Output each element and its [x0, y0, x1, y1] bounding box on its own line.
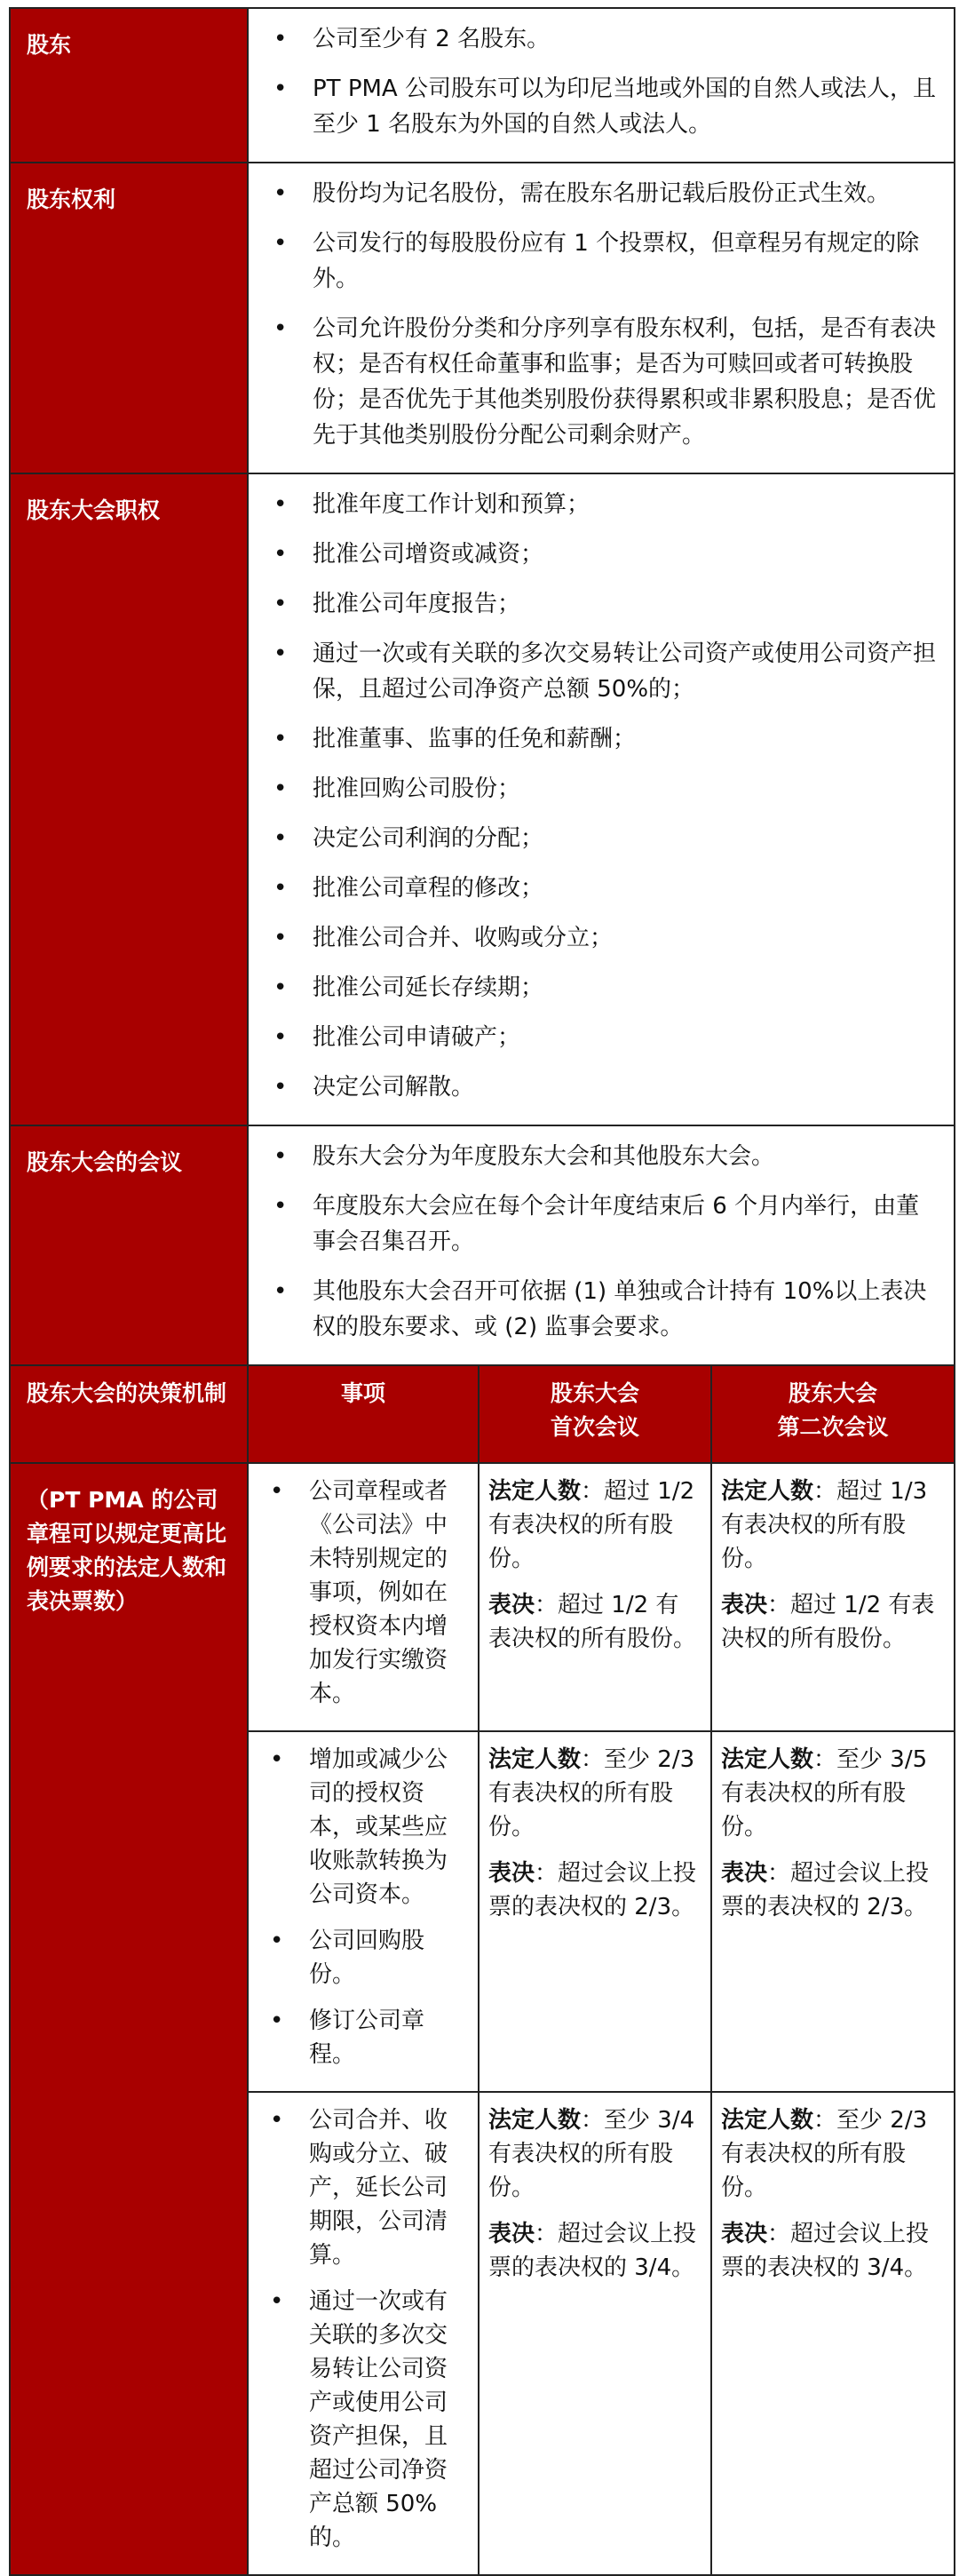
- vote-value: ：超过会议上投票的表决权的 3/4。: [488, 2221, 697, 2281]
- vote-label: 表决: [488, 1592, 535, 1618]
- vote-label: 表决: [721, 1860, 768, 1887]
- rights-row: [10, 163, 955, 473]
- list-item: • 决定公司利润的分配；: [249, 821, 939, 856]
- list-item: • 批准公司申请破产；: [249, 1020, 939, 1055]
- vote-value: ：超过 1/2 有表决权的所有股份。: [721, 1592, 935, 1652]
- vote-text: [488, 2217, 701, 2285]
- matters-cell: [248, 1731, 479, 2092]
- shareholders-row: [10, 8, 955, 163]
- vote-value: ：超过会议上投票的表决权的 2/3。: [721, 1860, 930, 1920]
- vote-value: ：超过会议上投票的表决权的 2/3。: [488, 1860, 697, 1920]
- quorum-label: 法定人数: [721, 1478, 814, 1505]
- list-item: • 批准公司章程的修改；: [249, 871, 939, 906]
- list-item: • 批准公司延长存续期；: [249, 970, 939, 1006]
- vote-label: 表决: [488, 1860, 535, 1887]
- list-item: • 股东大会分为年度股东大会和其他股东大会。: [249, 1139, 939, 1174]
- vote-label: 表决: [721, 2221, 768, 2247]
- powers-content: [248, 473, 955, 1125]
- list-item: • 决定公司解散。: [249, 1069, 939, 1105]
- company-law-table: [9, 7, 955, 2576]
- shareholders-content: [248, 8, 955, 163]
- list-item: • 通过一次或有关联的多次交易转让公司资产或使用公司资产担保，且超过公司净资产总额 50%的。: [258, 2285, 469, 2555]
- rights-content: [248, 163, 955, 473]
- first-meeting-header: 股东大会 首次会议: [479, 1365, 711, 1463]
- quorum-text: [721, 1475, 945, 1576]
- quorum-value: ：超过 1/2 有表决权的所有股份。: [488, 1478, 695, 1572]
- vote-value: ：超过会议上投票的表决权的 3/4。: [721, 2221, 930, 2281]
- vote-label: 表决: [488, 2221, 535, 2247]
- first-meeting-cell: [479, 1731, 711, 2092]
- list-item: • 年度股东大会应在每个会计年度结束后 6 个月内举行，由董事会召集召开。: [249, 1189, 939, 1260]
- second-meeting-cell: [711, 1731, 955, 2092]
- quorum-value: ：超过 1/3 有表决权的所有股份。: [721, 1478, 928, 1572]
- list-item: • 批准公司年度报告；: [249, 586, 939, 622]
- matters-cell: [248, 2092, 479, 2575]
- decision-label: 股东大会的决策机制: [10, 1365, 248, 1463]
- quorum-value: ：至少 3/4 有表决权的所有股份。: [488, 2107, 695, 2201]
- decision-row: [10, 1463, 955, 1731]
- meetings-row: [10, 1125, 955, 1365]
- powers-label: 股东大会职权: [10, 473, 248, 1125]
- list-item: • 公司允许股份分类和分序列享有股东权利，包括，是否有表决权；是否有权任命董事和监事；是否为可赎回或者可转换股份；是否优先于其他类别股份获得累积或非累积股息；是否优先于其他类别股份分配公司剩余财产。: [249, 311, 939, 453]
- list-item: • PT PMA 公司股东可以为印尼当地或外国的自然人或法人，且至少 1 名股东为外国的自然人或法人。: [249, 71, 939, 142]
- vote-text: [721, 1856, 945, 1924]
- list-item: • 批准回购公司股份；: [249, 771, 939, 807]
- vote-text: [488, 1856, 701, 1924]
- meetings-label: 股东大会的会议: [10, 1125, 248, 1365]
- quorum-label: 法定人数: [721, 2107, 814, 2134]
- quorum-label: 法定人数: [488, 1478, 582, 1505]
- quorum-text: [721, 2103, 945, 2205]
- quorum-value: ：至少 2/3 有表决权的所有股份。: [488, 1746, 695, 1841]
- list-item: • 其他股东大会召开可依据 (1) 单独或合计持有 10%以上表决权的股东要求、或 (2) 监事会要求。: [249, 1274, 939, 1345]
- list-item: • 批准公司合并、收购或分立；: [249, 920, 939, 956]
- decision-header-row: [10, 1365, 955, 1463]
- quorum-value: ：至少 3/5 有表决权的所有股份。: [721, 1746, 928, 1841]
- second-meeting-cell: [711, 2092, 955, 2575]
- list-item: • 公司至少有 2 名股东。: [249, 21, 939, 57]
- quorum-label: 法定人数: [488, 1746, 582, 1773]
- second-meeting-cell: [711, 1463, 955, 1731]
- list-item: • 增加或减少公司的授权资本，或某些应收账款转换为公司资本。: [258, 1743, 469, 1912]
- second-meeting-header: 股东大会 第二次会议: [711, 1365, 955, 1463]
- list-item: • 公司合并、收购或分立、破产，延长公司期限，公司清算。: [258, 2103, 469, 2272]
- first-meeting-cell: [479, 2092, 711, 2575]
- quorum-text: [721, 1743, 945, 1844]
- vote-label: 表决: [721, 1592, 768, 1618]
- list-item: • 公司章程或者《公司法》中未特别规定的事项，例如在授权资本内增加发行实缴资本。: [258, 1475, 469, 1711]
- rights-label: 股东权利: [10, 163, 248, 473]
- vote-text: [721, 2217, 945, 2285]
- matters-cell: [248, 1463, 479, 1731]
- vote-text: [488, 1588, 701, 1656]
- list-item: • 批准年度工作计划和预算；: [249, 487, 939, 522]
- quorum-label: 法定人数: [721, 1746, 814, 1773]
- quorum-value: ：至少 2/3 有表决权的所有股份。: [721, 2107, 928, 2201]
- quorum-text: [488, 1475, 701, 1576]
- meetings-content: [248, 1125, 955, 1365]
- list-item: • 公司回购股份。: [258, 1924, 469, 1992]
- list-item: • 修订公司章程。: [258, 2004, 469, 2071]
- list-item: • 批准董事、监事的任免和薪酬；: [249, 721, 939, 757]
- matters-header: 事项: [248, 1365, 479, 1463]
- list-item: • 批准公司增资或减资；: [249, 537, 939, 572]
- vote-value: ：超过 1/2 有表决权的所有股份。: [488, 1592, 697, 1652]
- quorum-text: [488, 1743, 701, 1844]
- powers-row: [10, 473, 955, 1125]
- list-item: • 公司发行的每股股份应有 1 个投票权，但章程另有规定的除外。: [249, 226, 939, 297]
- vote-text: [721, 1588, 945, 1656]
- decision-note: （PT PMA 的公司章程可以规定更高比例要求的法定人数和表决票数）: [10, 1463, 248, 2575]
- list-item: • 股份均为记名股份，需在股东名册记载后股份正式生效。: [249, 176, 939, 211]
- shareholders-label: 股东: [10, 8, 248, 163]
- quorum-label: 法定人数: [488, 2107, 582, 2134]
- quorum-text: [488, 2103, 701, 2205]
- first-meeting-cell: [479, 1463, 711, 1731]
- list-item: • 通过一次或有关联的多次交易转让公司资产或使用公司资产担保，且超过公司净资产总额 50%的；: [249, 636, 939, 707]
